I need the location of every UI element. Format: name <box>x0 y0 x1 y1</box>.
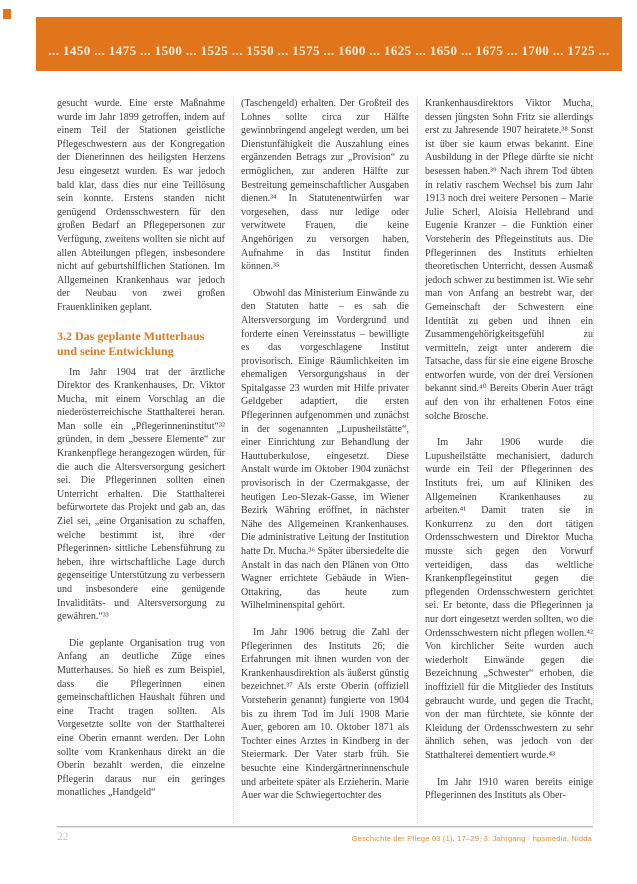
paragraph: Obwohl das Ministerium Einwände zu den Statuten hatte – es sah die Altersversorgung im Vordergrund und forderte einen Vereinsstatus – bewilligte es das vorgeschlagene Institut provisorisch. Einige Räumlichkeiten im ehemaligen Versorgungshaus in der Spitalgasse 23 wurden mit Hilfe privater Geldgeber adaptiert, die ersten Pflegerinnen aufgenommen und zunächst in der sogenannten „Lupusheilstätte“, einer Einrichtung zur Behandlung der Hauttuberkulose, eingesetzt. Diese Anstalt wurde im Oktober 1904 zunächst provisorisch in der Czermakgasse, der heutigen Leo-Slezak-Gasse, im Wiener Bezirk Währing eröffnet, in nächster Nähe des Allgemeinen Krankenhauses. Die administrative Leitung der Institution hatte Dr. Mucha.³⁶ Später übersiedelte die Anstalt in das nach den Plänen von Otto Wagner errichtete Gebäude in Wien-Ottakring, das heute zum Wilhelminenspital gehört. <box>241 287 409 612</box>
text-column-1 <box>57 97 225 823</box>
paragraph: Im Jahr 1906 wurde die Lupusheilstätte mechanisiert, dadurch wurde ein Teil der Pflegerinnen des Instituts frei, um auf Kliniken des Allgemeinen Krankenhauses zu arbeiten.⁴¹ Damit traten sie in Konkurrenz zu den dort tätigen Ordensschwestern und Direktor Mucha musste sich gegen den Vorwurf verteidigen, dass das weltliche Krankenpflegeinstitut gegen die pflegenden Ordensschwestern gerichtet sei. Er betonte, dass die Pflegerinnen ja nur dort eingesetzt werden sollten, wo die Ordensschwestern nicht pflegen wollen.⁴² Von kirchlicher Seite wurden auch wiederholt Einwände gegen die Bezeichnung „Schwester“ erhoben, die inoffiziell für die Mitglieder des Instituts gebraucht wurde, und gegen die Tracht, von der man fürchtete, sie könnte der Kleidung der Ordensschwestern zu sehr ähnlich sehen, was jedoch von der Statthalterei dementiert wurde.⁴³ <box>425 437 593 761</box>
paragraph: gesucht wurde. Eine erste Maßnahme wurde im Jahr 1899 getroffen, indem auf einem Teil der Stationen geistliche Pflegeschwestern aus der Kongregation der Dienerinnen des heiligsten Herzens Jesu eingesetzt wurden. Es war jedoch bald klar, dass dies nur eine Teillösung sein konnte. Erstens standen nicht genügend Ordensschwestern für den großen Bedarf an Pflegepersonen zur Verfügung, zweitens wollten sie nicht auf allen Abteilungen pflegen, insbesondere nicht auf geburtshilflichen Stationen. Im Allgemeinen Krankenhaus war jedoch der Neubau von zwei großen Frauenkliniken geplant. <box>57 98 225 313</box>
footer-divider <box>57 826 593 827</box>
article-body <box>57 97 594 823</box>
paragraph: Im Jahr 1906 betrug die Zahl der Pflegerinnen des Instituts 26; die Erfahrungen mit ihnen wurden von der Krankenhausdirektion als äußerst günstig bezeichnet.³⁷ Als erste Oberin (offiziell Vorsteherin genannt) fungierte von 1904 bis zu ihrem Tod im Juli 1908 Marie Auer, geboren am 10. Oktober 1871 als Tochter eines Arztes in Kindberg in der Steiermark. Der Vater starb früh. Sie besuchte eine Kindergärtnerinnenschule und arbeitete später als Erzieherin. Marie Auer war die Schwiegertochter des <box>241 626 409 802</box>
page-corner-mark <box>3 9 11 19</box>
page-number: 22 <box>57 831 69 843</box>
journal-citation: Geschichte der Pflege 03 (1), 17–29, 3. Jahrgang · hpsmedia, Nidda <box>351 834 592 843</box>
text-column-3 <box>417 97 593 823</box>
paragraph: Im Jahr 1910 waren bereits einige Pflegerinnen des Instituts als Ober- <box>425 776 593 802</box>
section-heading: 3.2 Das geplante Mutterhaus und seine Entwicklung <box>57 328 205 358</box>
paragraph: Die geplante Organisation trug von Anfang an deutliche Züge eines Mutterhauses. So hieß es zum Beispiel, dass die Pflegerinnen einen gemeinschaftlichen Haushalt führen und eine Tracht tragen sollten. Als Vorgesetzte sollte von der Statthalterei eine Oberin ernannt werden. Der Lohn sollte vom Krankenhaus direkt an die Oberin bezahlt werden, die einzelne Pflegerin daraus nur ein geringes monatliches „Handgeld“ <box>57 637 225 799</box>
paragraph: Im Jahr 1904 trat der ärztliche Direktor des Krankenhauses, Dr. Viktor Mucha, mit einem Vorschlag an die niederösterreichische Statthalterei heran. Man solle ein „Pflegerinneninstitut“³² gründen, in dem „bessere Elemente“ zur Krankenpflege herangezogen würden, für die auch die Altersversorgung gesichert sei. Die Pflegerinnen sollten einen Unterricht erhalten. Die Statthalterei befürwortete das Projekt und gab an, das Ziel sei, „eine Organisation zu schaffen, welche bestimmt ist, ihre ‹der Pflegerinnen› sittliche Lebensführung zu heben, ihre wirtschaftliche Lage durch gegenseitige Unterstützung zu verbessern und insbesondere eine genügende Invaliditäts- und Altersversorgung zu gewähren.“³³ <box>57 366 225 623</box>
text-column-2 <box>233 97 409 823</box>
timeline-years: ... 1450 ... 1475 ... 1500 ... 1525 ... 1550 ... 1575 ... 1600 ... 1625 ... 1650 ... 1675 ... 1700 ... 1725 ... <box>48 43 610 58</box>
timeline-header-band <box>36 17 622 71</box>
paragraph: (Taschengeld) erhalten. Der Großteil des Lohnes sollte circa zur Hälfte gewinnbringend angelegt werden, um bei Dienstunfähigkeit die Auszahlung eines ergänzenden Betrags zur „Provision“ zu ermöglichen, zur anderen Hälfte zur Bestreitung gemeinschaftlicher Ausgaben dienen.³⁴ In Statutenentwürfen war vorgesehen, dass nur ledige oder verwitwete Frauen, die keine Angehörigen zu versorgen haben, Aufnahme in das Institut finden können.³⁵ <box>241 98 409 273</box>
paragraph: Krankenhausdirektors Viktor Mucha, dessen jüngsten Sohn Fritz sie allerdings erst zu Jahresende 1907 heiratete.³⁸ Sonst ist über sie kaum etwas bekannt. Eine Ausbildung in der Pflege dürfte sie nicht besessen haben.³⁹ Nach ihrem Tod übten in relativ raschem Wechsel bis zum Jahr 1913 noch drei weitere Personen – Marie Julie Scherl, Aloisia Hellebrand und Eugenie Kranzer – die Funktion einer Vorsteherin des Pflegeinstituts aus. Die Pflegerinnen des Instituts erhielten theoretischen Unterricht, dessen Ausmaß jedoch schwer zu bestimmen ist. Wie sehr man von Anfang an bestrebt war, der Gemeinschaft der Schwestern eine Identität zu geben und ihnen ein Zusammengehörigkeitsgefühl zu vermitteln, zeigt unter anderem die Tatsache, dass für sie eine eigene Brosche entworfen wurde, von der drei Versionen bekannt sind.⁴⁰ Bereits Oberin Auer trägt auf den von ihr erhaltenen Fotos eine solche Brosche. <box>425 98 593 422</box>
